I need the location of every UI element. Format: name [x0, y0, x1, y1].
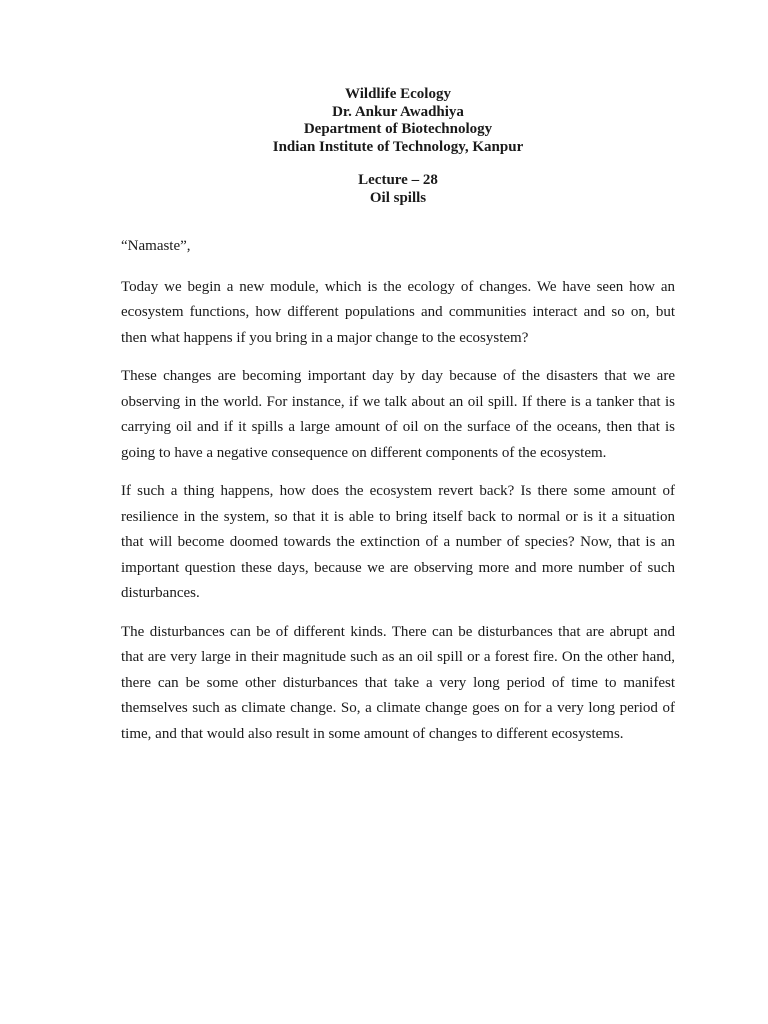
document-body	[121, 234, 675, 747]
greeting: “Namaste”,	[121, 238, 191, 254]
instructor-name: Dr. Ankur Awadhiya	[332, 103, 464, 120]
course-title: Wildlife Ecology	[345, 86, 451, 102]
department-name: Department of Biotechnology	[303, 121, 493, 137]
paragraph-4: The disturbances can be of different kinds. There can be disturbances that are abrupt and that are very large in their magnitude such as an oil spill or a forest fire. On the other hand, there can be some other disturbances that take a very long period of time to manifest themselves such as climate change. So, a climate change goes on for a very long period of time, and that would also result in some amount of changes to different ecosystems.	[121, 623, 675, 742]
lecture-topic: Oil spills	[369, 189, 427, 206]
paragraph-2: These changes are becoming important day by day because of the disasters that we are observing in the world. For instance, if we talk about an oil spill. If there is a tanker that is carrying oil and if it spills a large amount of oil on the surface of the oceans, then that is going to have a negative consequence on different components of the ecosystem.	[121, 368, 675, 461]
lecture-heading	[0, 172, 768, 207]
paragraph-1: Today we begin a new module, which is the ecology of changes. We have seen how an ecosystem functions, how different populations and communities interact and so on, but then what happens if you bring in a major change to the ecosystem?	[121, 278, 675, 346]
lecture-number: Lecture – 28	[358, 172, 438, 188]
institute-name: Indian Institute of Technology, Kanpur	[272, 138, 524, 155]
paragraph-3: If such a thing happens, how does the ecosystem revert back? Is there some amount of resilience in the system, so that it is able to bring itself back to normal or is it a situation that will become doomed towards the extinction of a number of species? Now, that is an important question these days, because we are observing more and more number of such disturbances.	[121, 483, 675, 601]
document-header	[0, 86, 768, 156]
